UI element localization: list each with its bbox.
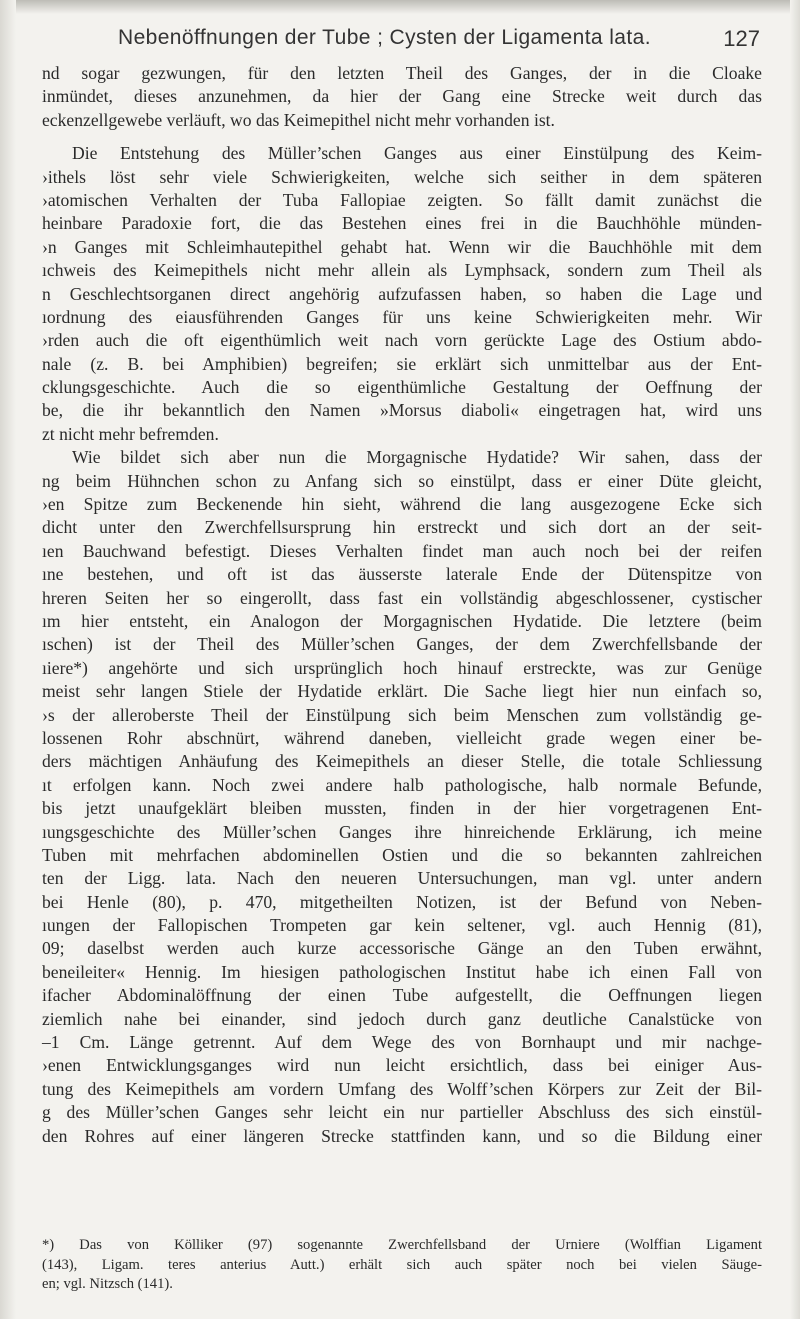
text-line: Tuben mit mehrfachen abdominellen Ostien und die so bekannten zahlreichen xyxy=(42,844,762,865)
text-line: bis jetzt unaufgeklärt bleiben mussten, finden in der hier vorgetragenen Ent- xyxy=(42,798,762,819)
text-line: 09; daselbst werden auch kurze accessorische Gänge an den Tuben erwähnt, xyxy=(42,938,762,959)
page-top-shadow xyxy=(0,0,800,14)
text-line: tung des Keimepithels am vordern Umfang des Wolff’schen Körpers zur Zeit der Bil- xyxy=(42,1078,762,1099)
text-line: den Rohres auf einer längeren Strecke stattfinden kann, und so die Bildung einer xyxy=(42,1125,762,1146)
text-line: ıungen der Fallopischen Trompeten gar kein seltener, vgl. auch Hennig (81), xyxy=(42,915,762,936)
paragraph-1 xyxy=(20,62,762,132)
text-line: dicht unter den Zwerchfellsursprung hin erstreckt und sich dort an der seit- xyxy=(42,517,762,538)
text-line: ›en Spitze zum Beckenende hin sieht, während die lang ausgezogene Ecke sich xyxy=(42,494,762,515)
running-head xyxy=(118,26,760,58)
text-line: ›atomischen Verhalten der Tuba Fallopiae zeigten. So fällt damit zunächst die xyxy=(42,189,762,210)
text-line: ıen Bauchwand befestigt. Dieses Verhalten findet man auch noch bei der reifen xyxy=(42,540,762,561)
text-line: heinbare Paradoxie fort, die das Bestehen eines frei in die Bauchhöhle münden- xyxy=(42,213,762,234)
text-line: Die Entstehung des Müller’schen Ganges aus einer Einstülpung des Keim- xyxy=(72,143,762,164)
page-gutter-left xyxy=(0,0,16,1319)
text-line: Wie bildet sich aber nun die Morgagnische Hydatide? Wir sahen, dass der xyxy=(72,447,762,468)
text-line: beneileiter« Hennig. Im hiesigen pathologischen Institut habe ich einen Fall von xyxy=(42,961,762,982)
text-line: ng beim Hühnchen schon zu Anfang sich so einstülpt, dass er einer Düte gleicht, xyxy=(42,470,762,491)
page-edge-right xyxy=(790,0,800,1319)
text-line: ım hier entsteht, ein Analogon der Morgagnischen Hydatide. Die letztere (beim xyxy=(42,610,762,631)
footnote-line: (143), Ligam. teres anterius Autt.) erhält sich auch später noch bei vielen Säuge- xyxy=(42,1256,762,1273)
text-line: n Geschlechtsorganen direct angehörig aufzufassen haben, so haben die Lage und xyxy=(42,283,762,304)
paragraph-2 xyxy=(20,142,762,446)
paragraph-3 xyxy=(20,446,762,1148)
running-title: Nebenöffnungen der Tube ; Cysten der Ligamenta lata. xyxy=(118,26,651,49)
text-line: ıiere*) angehörte und sich ursprünglich hoch hinauf erstreckte, was zur Genüge xyxy=(42,657,762,678)
text-line: ıungsgeschichte des Müller’schen Ganges ihre hinreichende Erklärung, ich meine xyxy=(42,821,762,842)
text-line: ›rden auch die oft eigenthümlich weit nach vorn gerückte Lage des Ostium abdo- xyxy=(42,330,762,351)
text-line: ten der Ligg. lata. Nach den neueren Untersuchungen, man vgl. unter andern xyxy=(42,868,762,889)
text-line: ›s der alleroberste Theil der Einstülpung sich beim Menschen zum vollständig ge- xyxy=(42,704,762,725)
text-line: lossenen Rohr abschnürt, während daneben, vielleicht grade wegen einer be- xyxy=(42,727,762,748)
text-line: ıchweis des Keimepithels nicht mehr allein als Lymphsack, sondern zum Theil als xyxy=(42,260,762,281)
text-line: g des Müller’schen Ganges sehr leicht ein nur partieller Abschluss des sich einstül- xyxy=(42,1102,762,1123)
footnote-line: en; vgl. Nitzsch (141). xyxy=(42,1276,173,1292)
text-line: ıne bestehen, und oft ist das äusserste laterale Ende der Dütenspitze von xyxy=(42,564,762,585)
text-line: be, die ihr bekanntlich den Namen »Morsus diaboli« eingetragen hat, wird uns xyxy=(42,400,762,421)
text-line: inmündet, dieses anzunehmen, da hier der Gang eine Strecke weit durch das xyxy=(42,86,762,107)
footnote xyxy=(20,1236,762,1295)
text-line: ›ithels löst sehr viele Schwierigkeiten, welche sich seither in dem späteren xyxy=(42,166,762,187)
text-line: ıordnung des eiausführenden Ganges für uns keine Schwierigkeiten mehr. Wir xyxy=(42,306,762,327)
text-line: nale (z. B. bei Amphibien) begreifen; sie erklärt sich unmittelbar aus der Ent- xyxy=(42,353,762,374)
text-line: ifacher Abdominalöffnung der einen Tube aufgestellt, die Oeffnungen liegen xyxy=(42,985,762,1006)
text-line: ›n Ganges mit Schleimhautepithel gehabt hat. Wenn wir die Bauchhöhle mit dem xyxy=(42,236,762,257)
text-line: meist sehr langen Stiele der Hydatide erklärt. Die Sache liegt hier nun einfach so, xyxy=(42,681,762,702)
text-line: ıschen) ist der Theil des Müller’schen Ganges, der dem Zwerchfellsbande der xyxy=(42,634,762,655)
text-line: ıt erfolgen kann. Noch zwei andere halb pathologische, halb normale Befunde, xyxy=(42,774,762,795)
body-text xyxy=(20,62,762,1148)
footnote-line: *) Das von Kölliker (97) sogenannte Zwerchfellsband der Urniere (Wolffian Ligament xyxy=(42,1237,762,1253)
text-line: eckenzellgewebe verläuft, wo das Keimepithel nicht mehr vorhanden ist. xyxy=(42,109,555,130)
text-line: ›enen Entwicklungsganges wird nun leicht ersichtlich, dass bei einiger Aus- xyxy=(42,1055,762,1076)
text-line: nd sogar gezwungen, für den letzten Theil des Ganges, der in die Cloake xyxy=(42,63,762,83)
text-line: hreren Seiten her so eingerollt, dass fast ein vollständig abgeschlossener, cystischer xyxy=(42,587,762,608)
text-line: cklungsgeschichte. Auch die so eigenthümliche Gestaltung der Oeffnung der xyxy=(42,377,762,398)
text-line: bei Henle (80), p. 470, mitgetheilten Notizen, ist der Befund von Neben- xyxy=(42,891,762,912)
text-line: ders mächtigen Anhäufung des Keimepithels an dieser Stelle, die totale Schliessung xyxy=(42,751,762,772)
text-line: zt nicht mehr befremden. xyxy=(42,423,219,444)
page-number: 127 xyxy=(723,26,760,51)
text-line: –1 Cm. Länge getrennt. Auf dem Wege des von Bornhaupt und mir nachge- xyxy=(42,1032,762,1053)
text-line: ziemlich nahe bei einander, sind jedoch durch ganz deutliche Canalstücke von xyxy=(42,1008,762,1029)
